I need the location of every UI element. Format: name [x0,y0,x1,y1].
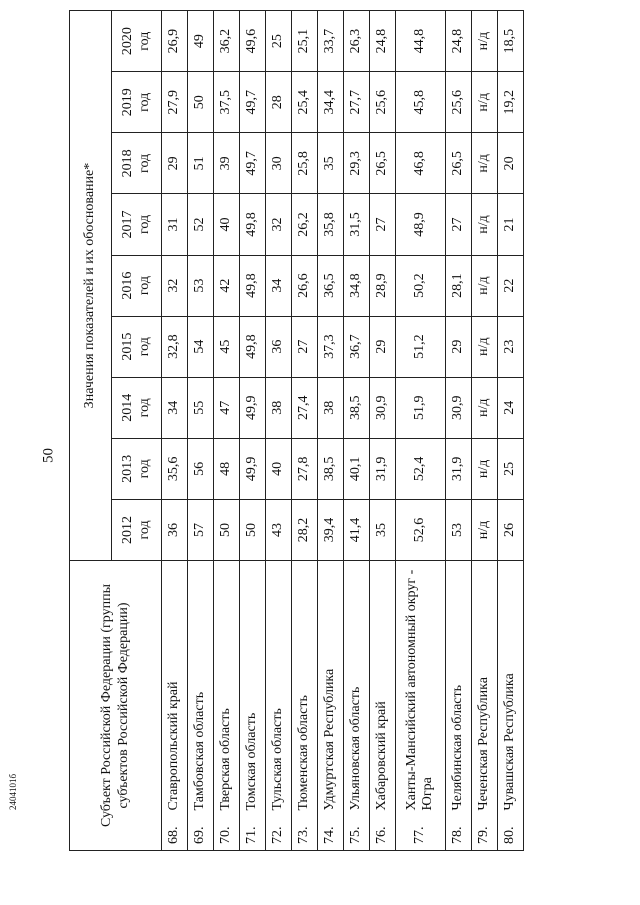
value-cell-2020: 49,6 [239,11,265,72]
value-cell-2017: 35,8 [317,194,343,255]
value-cell-2014: 27,4 [291,377,317,438]
value-cell-2016: 50,2 [395,255,445,316]
value-cell-2015: 51,2 [395,316,445,377]
row-number: 80. [497,817,523,851]
value-cell-2017: 48,9 [395,194,445,255]
value-cell-2019: 25,6 [369,72,395,133]
year-header-2020 [112,11,162,72]
value-cell-2013: 40,1 [343,438,369,499]
value-cell-2020: н/д [471,11,497,72]
year-unit-label: год [136,276,152,296]
value-cell-2013: 27,8 [291,438,317,499]
table-row [187,11,213,851]
value-cell-2019: н/д [471,72,497,133]
value-cell-2016: 49,8 [239,255,265,316]
value-cell-2016: 53 [187,255,213,316]
value-cell-2012: 35 [369,499,395,560]
year-label: 2017 [120,210,136,239]
value-cell-2019: 34,4 [317,72,343,133]
subject-name: Чеченская Республика [471,561,497,817]
value-cell-2018: 51 [187,133,213,194]
year-unit-label: год [136,214,152,235]
row-number: 68. [162,817,188,851]
table-row [395,11,445,851]
value-cell-2015: 49,8 [239,316,265,377]
rotated-table-sheet [69,11,524,851]
table-row [369,11,395,851]
row-number: 74. [317,817,343,851]
value-cell-2013: 25 [497,438,523,499]
table-row [291,11,317,851]
value-cell-2014: 51,9 [395,377,445,438]
value-cell-2014: 38,5 [343,377,369,438]
row-number: 71. [239,817,265,851]
value-cell-2018: 39 [213,133,239,194]
value-cell-2020: 44,8 [395,11,445,72]
value-cell-2016: н/д [471,255,497,316]
subject-name: Хабаровский край [369,561,395,817]
value-cell-2017: 31 [162,194,188,255]
year-label: 2014 [120,393,136,422]
value-cell-2019: 28 [265,72,291,133]
year-header-2017 [112,194,162,255]
value-cell-2013: 31,9 [445,438,471,499]
subject-name: Чувашская Республика [497,561,523,817]
value-cell-2012: 57 [187,499,213,560]
value-cell-2019: 25,4 [291,72,317,133]
value-cell-2014: 38 [317,377,343,438]
year-unit-label: год [136,459,152,479]
value-cell-2016: 32 [162,255,188,316]
value-cell-2017: 40 [213,194,239,255]
value-cell-2012: 52,6 [395,499,445,560]
value-cell-2013: 40 [265,438,291,499]
value-cell-2013: 52,4 [395,438,445,499]
value-cell-2015: 29 [369,316,395,377]
value-cell-2016: 42 [213,255,239,316]
value-cell-2016: 28,9 [369,255,395,316]
value-cell-2017: н/д [471,194,497,255]
value-cell-2017: 27 [369,194,395,255]
year-unit-label: год [136,153,152,173]
value-cell-2015: 27 [291,316,317,377]
row-number: 75. [343,817,369,851]
year-label: 2019 [120,88,136,117]
value-cell-2012: 41,4 [343,499,369,560]
year-label: 2016 [120,271,136,300]
value-cell-2013: 49,9 [239,438,265,499]
value-cell-2020: 36,2 [213,11,239,72]
value-cell-2016: 36,5 [317,255,343,316]
year-header-2019 [112,72,162,133]
table-row [213,11,239,851]
table-header-row [70,11,112,851]
value-cell-2015: 32,8 [162,316,188,377]
row-number: 70. [213,817,239,851]
table-row [343,11,369,851]
table-row [265,11,291,851]
subject-name: Ставропольский край [162,561,188,817]
value-cell-2012: н/д [471,499,497,560]
value-cell-2020: 25 [265,11,291,72]
value-cell-2015: 45 [213,316,239,377]
value-cell-2018: 26,5 [445,133,471,194]
value-cell-2015: 36,7 [343,316,369,377]
value-cell-2012: 43 [265,499,291,560]
table-body [162,11,524,851]
year-header-2013 [112,438,162,499]
values-group-header: Значения показателей и их обоснование* [70,11,112,561]
value-cell-2017: 27 [445,194,471,255]
value-cell-2015: 29 [445,316,471,377]
value-cell-2012: 53 [445,499,471,560]
year-header-2014 [112,377,162,438]
value-cell-2013: 31,9 [369,438,395,499]
year-unit-label: год [136,520,152,540]
year-header-2012 [112,499,162,560]
value-cell-2013: н/д [471,438,497,499]
value-cell-2020: 24,8 [369,11,395,72]
value-cell-2016: 34,8 [343,255,369,316]
value-cell-2014: 38 [265,377,291,438]
value-cell-2020: 49 [187,11,213,72]
value-cell-2012: 50 [239,499,265,560]
value-cell-2019: 49,7 [239,72,265,133]
value-cell-2018: 20 [497,133,523,194]
document-code: 2404101б [8,773,18,810]
row-number: 72. [265,817,291,851]
value-cell-2012: 28,2 [291,499,317,560]
year-unit-label: год [136,92,152,112]
value-cell-2014: 30,9 [369,377,395,438]
year-label: 2015 [120,332,136,361]
row-number: 79. [471,817,497,851]
value-cell-2019: 45,8 [395,72,445,133]
year-unit-label: год [136,337,152,357]
value-cell-2018: 35 [317,133,343,194]
value-cell-2016: 22 [497,255,523,316]
year-header-2018 [112,133,162,194]
value-cell-2018: 29 [162,133,188,194]
value-cell-2018: 49,7 [239,133,265,194]
value-cell-2018: 25,8 [291,133,317,194]
year-label: 2018 [120,149,136,178]
subject-name: Ульяновская область [343,561,369,817]
value-cell-2014: 34 [162,377,188,438]
value-cell-2018: 46,8 [395,133,445,194]
year-label: 2020 [120,27,136,56]
value-cell-2019: 37,5 [213,72,239,133]
value-cell-2014: н/д [471,377,497,438]
page-number: 50 [40,448,57,463]
value-cell-2017: 32 [265,194,291,255]
year-label: 2012 [120,515,136,544]
value-cell-2020: 24,8 [445,11,471,72]
value-cell-2016: 34 [265,255,291,316]
value-cell-2020: 26,3 [343,11,369,72]
table-row [445,11,471,851]
value-cell-2015: 36 [265,316,291,377]
value-cell-2014: 47 [213,377,239,438]
value-cell-2015: 23 [497,316,523,377]
value-cell-2019: 27,9 [162,72,188,133]
table-row [239,11,265,851]
year-unit-label: год [136,31,152,51]
value-cell-2018: 30 [265,133,291,194]
table-row [162,11,188,851]
table-row [471,11,497,851]
table-row [317,11,343,851]
subject-name: Тамбовская область [187,561,213,817]
year-header-2015 [112,316,162,377]
value-cell-2019: 50 [187,72,213,133]
year-unit-label: год [136,398,152,418]
value-cell-2020: 25,1 [291,11,317,72]
value-cell-2018: 29,3 [343,133,369,194]
subject-name: Удмуртская Республика [317,561,343,817]
value-cell-2018: 26,5 [369,133,395,194]
subject-name: Тульская область [265,561,291,817]
row-number: 73. [291,817,317,851]
value-cell-2015: н/д [471,316,497,377]
value-cell-2020: 33,7 [317,11,343,72]
value-cell-2013: 38,5 [317,438,343,499]
value-cell-2013: 48 [213,438,239,499]
row-number: 76. [369,817,395,851]
value-cell-2017: 49,8 [239,194,265,255]
value-cell-2015: 37,3 [317,316,343,377]
value-cell-2012: 36 [162,499,188,560]
subject-column-header: Субъект Российской Федерации (группы субъектов Российской Федерации) [70,561,162,851]
value-cell-2017: 26,2 [291,194,317,255]
value-cell-2019: 25,6 [445,72,471,133]
value-cell-2016: 28,1 [445,255,471,316]
subject-name: Тверская область [213,561,239,817]
value-cell-2012: 26 [497,499,523,560]
table-row [497,11,523,851]
subject-name: Челябинская область [445,561,471,817]
year-header-2016 [112,255,162,316]
value-cell-2013: 35,6 [162,438,188,499]
value-cell-2020: 26,9 [162,11,188,72]
value-cell-2016: 26,6 [291,255,317,316]
value-cell-2014: 30,9 [445,377,471,438]
subject-name: Тюменская область [291,561,317,817]
row-number: 69. [187,817,213,851]
value-cell-2017: 31,5 [343,194,369,255]
row-number: 78. [445,817,471,851]
value-cell-2014: 24 [497,377,523,438]
value-cell-2018: н/д [471,133,497,194]
value-cell-2012: 50 [213,499,239,560]
year-label: 2013 [120,454,136,483]
value-cell-2014: 49,9 [239,377,265,438]
value-cell-2012: 39,4 [317,499,343,560]
subject-name: Томская область [239,561,265,817]
value-cell-2019: 19,2 [497,72,523,133]
subject-name: Ханты-Мансийский автономный округ - Югра [395,561,445,817]
value-cell-2020: 18,5 [497,11,523,72]
value-cell-2014: 55 [187,377,213,438]
value-cell-2019: 27,7 [343,72,369,133]
value-cell-2017: 21 [497,194,523,255]
value-cell-2017: 52 [187,194,213,255]
value-cell-2013: 56 [187,438,213,499]
row-number: 77. [395,817,445,851]
indicator-table [69,10,524,851]
value-cell-2015: 54 [187,316,213,377]
